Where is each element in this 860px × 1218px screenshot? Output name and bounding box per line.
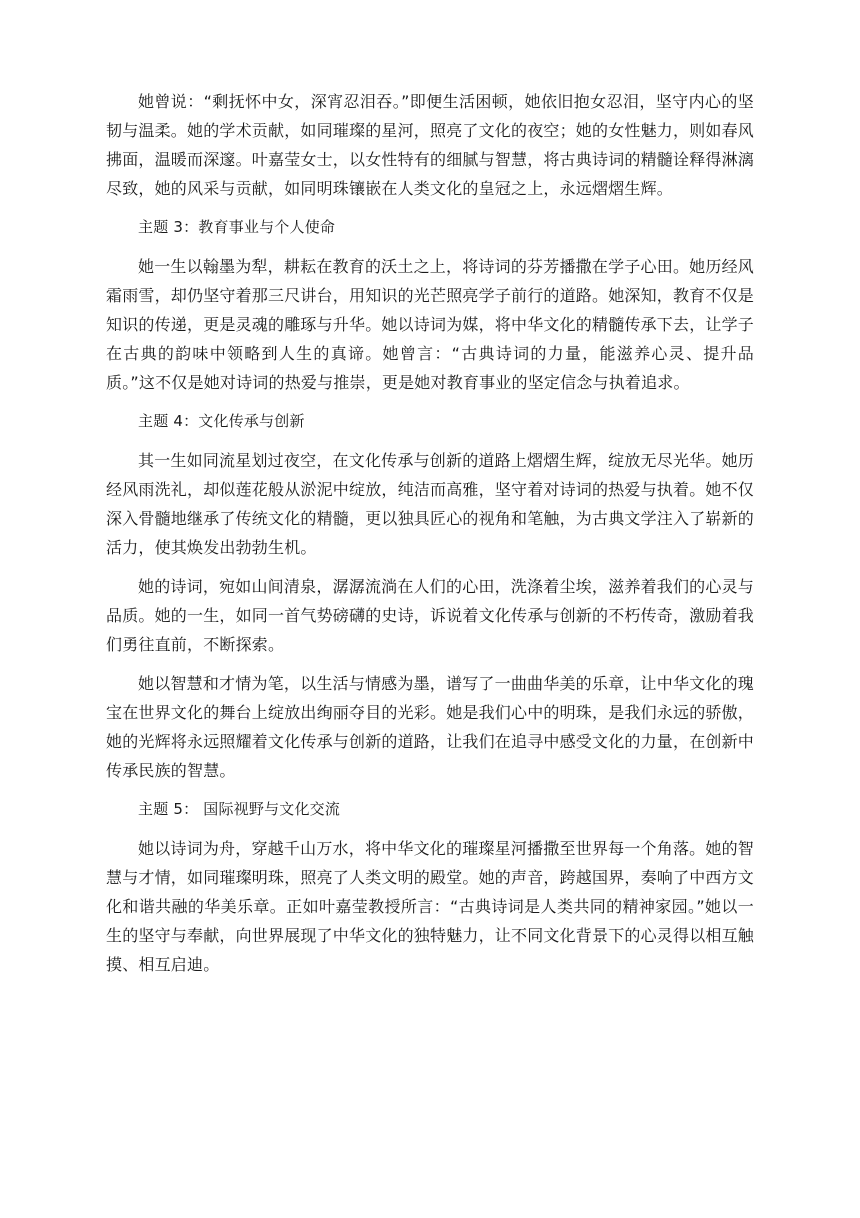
- paragraph-education: 她一生以翰墨为犁，耕耘在教育的沃土之上，将诗词的芬芳播撒在学子心田。她历经风霜雨雪，却仍坚守着那三尺讲台，用知识的光芒照亮学子前行的道路。她深知，教育不仅是知识的传递，更是灵魂的雕琢与升华。她以诗词为媒，将中华文化的精髓传承下去，让学子在古典的韵味中领略到人生的真谛。她曾言：“古典诗词的力量，能滋养心灵、提升品质。”这不仅是她对诗词的热爱与推崇，更是她对教育事业的坚定信念与执着追求。: [106, 257, 755, 392]
- section-heading-4: 主题 4：文化传承与创新: [138, 412, 305, 430]
- section-heading-3: 主题 3：教育事业与个人使命: [138, 218, 336, 236]
- paragraph-heritage-3: 她以智慧和才情为笔，以生活与情感为墨，谱写了一曲曲华美的乐章，让中华文化的瑰宝在世界文化的舞台上绽放出绚丽夺目的光彩。她是我们心中的明珠，是我们永远的骄傲，她的光辉将永远照耀着文化传承与创新的道路，让我们在追寻中感受文化的力量，在创新中传承民族的智慧。: [106, 674, 755, 780]
- paragraph-heritage-2: 她的诗词，宛如山间清泉，潺潺流淌在人们的心田，洗涤着尘埃，滋养着我们的心灵与品质。她的一生，如同一首气势磅礴的史诗，诉说着文化传承与创新的不朽传奇，激励着我们勇往直前，不断探索。: [106, 577, 755, 654]
- paragraph-heritage-1: 其一生如同流星划过夜空，在文化传承与创新的道路上熠熠生辉，绽放无尽光华。她历经风雨洗礼，却似莲花般从淤泥中绽放，纯洁而高雅，坚守着对诗词的热爱与执着。她不仅深入骨髓地继承了传统文化的精髓，更以独具匠心的视角和笔触，为古典文学注入了崭新的活力，使其焕发出勃勃生机。: [106, 451, 755, 557]
- paragraph-international: 她以诗词为舟，穿越千山万水，将中华文化的璀璨星河播撒至世界每一个角落。她的智慧与才情，如同璀璨明珠，照亮了人类文明的殿堂。她的声音，跨越国界，奏响了中西方文化和谐共融的华美乐章。正如叶嘉莹教授所言：“古典诗词是人类共同的精神家园。”她以一生的坚守与奉献，向世界展现了中华文化的独特魅力，让不同文化背景下的心灵得以相互触摸、相互启迪。: [106, 839, 755, 974]
- document-page: [106, 87, 754, 989]
- paragraph-intro: 她曾说：“剩抚怀中女，深宵忍泪吞。”即便生活困顿，她依旧抱女忍泪，坚守内心的坚韧与温柔。她的学术贡献，如同璀璨的星河，照亮了文化的夜空；她的女性魅力，则如春风拂面，温暖而深邃。叶嘉莹女士，以女性特有的细腻与智慧，将古典诗词的精髓诠释得淋漓尽致，她的风采与贡献，如同明珠镶嵌在人类文化的皇冠之上，永远熠熠生辉。: [106, 92, 755, 198]
- section-heading-5: 主题 5： 国际视野与文化交流: [138, 800, 341, 818]
